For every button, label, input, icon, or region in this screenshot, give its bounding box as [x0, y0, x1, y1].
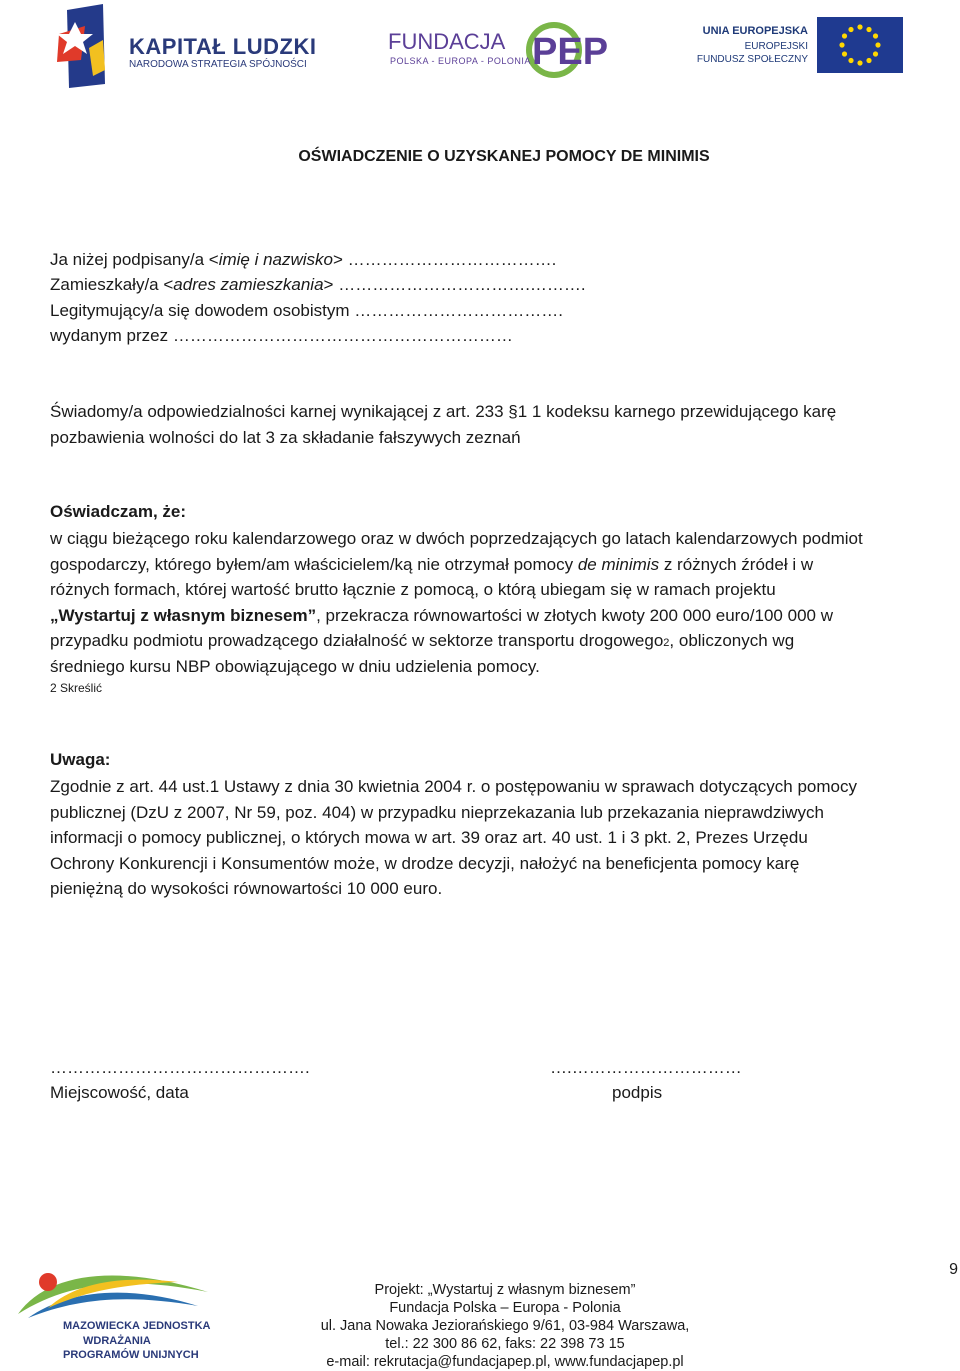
pep-mark-icon [526, 18, 614, 84]
footer-line-2: Fundacja Polska – Europa - Polonia [389, 1300, 621, 1316]
declaration-line-3: różnych formach, której wartość brutto łącznie z pomocą, o którą ubiegam się w ramach projektu [50, 580, 776, 599]
awareness-line-1: Świadomy/a odpowiedzialności karnej wynikającej z art. 233 §1 1 kodeksu karnego przewidującego karę [50, 402, 837, 421]
issued-by-line: wydanym przez …………………………………………………… [50, 326, 513, 345]
declaration-line-1: w ciągu bieżącego roku kalendarzowego oraz w dwóch poprzedzających go latach kalendarzowych podmiot [50, 529, 863, 548]
address-placeholder: adres zamieszkania [173, 275, 324, 294]
footer-line-5: e-mail: rekrutacja@fundacjapep.pl, www.fundacjapep.pl [326, 1354, 684, 1370]
fundacja-subtitle: POLSKA - EUROPA - POLONIA [390, 56, 531, 66]
mj-line-3: PROGRAMÓW UNIJNYCH [63, 1349, 199, 1361]
document-title: OŚWIADCZENIE O UZYSKANEJ POMOCY DE MINIMIS [298, 148, 710, 165]
footnote-ref: 2 [663, 637, 670, 649]
footer-line-1: Projekt: „Wystartuj z własnym biznesem” [374, 1282, 636, 1298]
declaration-heading: Oświadczam, że: [50, 502, 187, 521]
kapital-ludzki-subtitle: NARODOWA STRATEGIA SPÓJNOŚCI [129, 59, 307, 70]
awareness-line-2: pozbawienia wolności do lat 3 za składanie fałszywych zeznań [50, 428, 521, 447]
footer-line-3: ul. Jana Nowaka Jeziorańskiego 9/61, 03-984 Warszawa, [320, 1318, 690, 1334]
note-line-1: Zgodnie z art. 44 ust.1 Ustawy z dnia 30 kwietnia 2004 r. o postępowaniu w sprawach dotyczących pomocy [50, 777, 857, 796]
note-line-5: pieniężną do wysokości równowartości 10 000 euro. [50, 879, 443, 898]
note-line-4: Ochrony Konkurencji i Konsumentów może, w drodze decyzji, nałożyć na beneficjenta pomocy karę [50, 854, 800, 873]
declaration-line-2: gospodarczy, którego byłem/am właścicielem/ką nie otrzymał pomocy de minimis z różnych źródeł i w [50, 555, 814, 574]
place-date-label: Miejscowość, data [50, 1083, 189, 1102]
id-document-line: Legitymujący/a się dowodem osobistym ………………………………. [50, 301, 563, 320]
address-line: Zamieszkały/a <adres zamieszkania> …………………………….………. [50, 275, 586, 294]
mazowiecka-jednostka-logo [8, 1262, 218, 1366]
note-line-2: publicznej (DzU z 2007, Nr 59, poz. 404) w przypadku nieprzekazania lub przekazania nieprawdziwych [50, 803, 824, 822]
declaration-line-6: średniego kursu NBP obowiązującego w dniu udzielenia pomocy. [50, 657, 540, 676]
kapital-ludzki-emblem-icon [55, 4, 127, 92]
declaration-line-4: „Wystartuj z własnym biznesem”, przekracza równowartości w złotych kwoty 200 000 euro/100 000 w [50, 606, 833, 625]
note-line-3: informacji o pomocy publicznej, o których mowa w art. 39 oraz art. 40 ust. 1 i 3 pkt. 2, Prezes Urzędu [50, 828, 808, 847]
place-date-dots: ………………………………………. [50, 1058, 310, 1077]
page-number: 9 [949, 1261, 958, 1278]
fundacja-title: FUNDACJA [388, 29, 506, 54]
footer [280, 1281, 730, 1371]
note-heading: Uwaga: [50, 750, 111, 769]
eu-logo [688, 15, 903, 75]
svg-text:PEP: PEP [532, 31, 609, 73]
declaration-line-5: przypadku podmiotu prowadzącego działalność w sektorze transportu drogowego2, obliczonych wg [50, 631, 795, 650]
mj-line-1: MAZOWIECKA JEDNOSTKA [63, 1320, 211, 1332]
footer-line-4: tel.: 22 300 86 62, faks: 22 398 73 15 [385, 1336, 625, 1352]
eu-line-3: FUNDUSZ SPOŁECZNY [696, 54, 808, 65]
signature-dots: ….………………………… [550, 1058, 742, 1077]
eu-flag-icon [817, 17, 903, 73]
name-placeholder: imię i nazwisko [218, 250, 334, 269]
signature-label: podpis [612, 1083, 663, 1102]
mazowiecka-swoosh-icon [8, 1262, 218, 1322]
eu-line-2: EUROPEJSKI [744, 41, 808, 52]
footnote: 2 Skreślić [50, 681, 103, 695]
kapital-ludzki-logo [55, 4, 325, 92]
mj-line-2: WDRAŻANIA [83, 1335, 151, 1347]
eu-line-1: UNIA EUROPEJSKA [702, 25, 808, 37]
kapital-ludzki-title: KAPITAŁ LUDZKI [129, 34, 317, 59]
name-line: Ja niżej podpisany/a <imię i nazwisko> ………………………………. [50, 250, 557, 269]
fundacja-pep-logo [388, 18, 613, 86]
project-name: „Wystartuj z własnym biznesem” [50, 606, 317, 625]
